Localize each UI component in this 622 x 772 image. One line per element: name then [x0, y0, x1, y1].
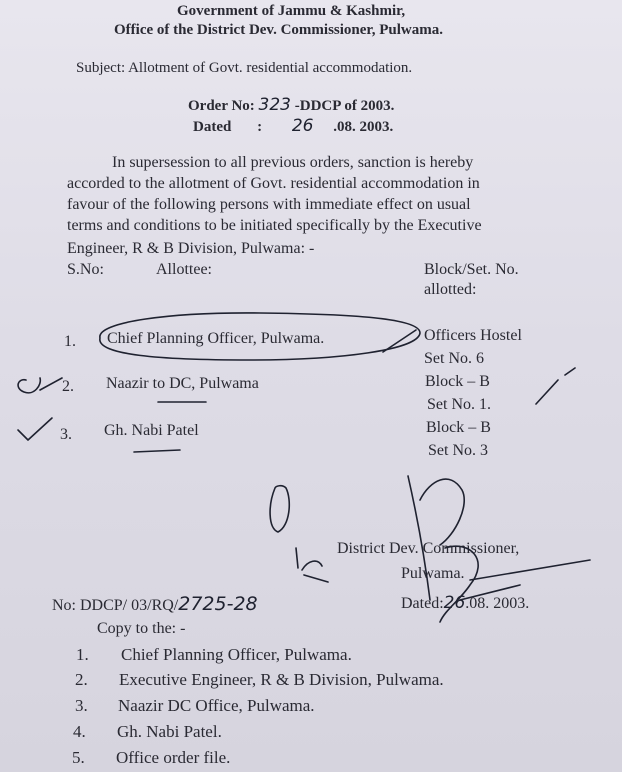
signatory-title: District Dev. Commissioner,: [337, 540, 520, 557]
tick-mark-set6: [536, 368, 575, 404]
copy-item-5-number: 5.: [72, 748, 85, 767]
body-line-1: In supersession to all previous orders, sanction is hereby: [112, 154, 474, 171]
circle-mark: [100, 313, 420, 360]
order-dated-colon: :: [257, 119, 263, 135]
reference-date-rest: .08. 2003.: [465, 595, 530, 612]
commissioner-signature: [408, 476, 590, 622]
order-suffix: -DDCP of 2003.: [294, 98, 395, 114]
reference-date-label: Dated:: [401, 595, 444, 612]
row1-set: Set No. 6: [424, 350, 484, 367]
header-block-line1: Block/Set. No.: [424, 261, 519, 278]
copy-intro: Copy to the: -: [97, 620, 186, 637]
reference-date-day: 26: [443, 593, 466, 613]
copy-item-4-number: 4.: [73, 722, 86, 741]
row1-allottee: Chief Planning Officer, Pulwama.: [107, 330, 325, 347]
copy-item-3-text: Naazir DC Office, Pulwama.: [118, 696, 315, 715]
copy-item-5-text: Office order file.: [116, 748, 231, 767]
header-block-line2: allotted:: [424, 281, 477, 298]
body-line-5: Engineer, R & B Division, Pulwama: -: [67, 240, 315, 257]
row3-set: Set No. 3: [428, 442, 488, 459]
copy-item-2-number: 2.: [75, 670, 88, 689]
header-office: Office of the District Dev. Commissioner, Pulwama.: [114, 22, 443, 38]
header-allottee: Allottee:: [156, 261, 212, 278]
header-government: Government of Jammu & Kashmir,: [177, 3, 406, 19]
body-line-2: accorded to the allotment of Govt. residential accommodation in: [67, 175, 480, 192]
subject-line: Subject: Allotment of Govt. residential accommodation.: [76, 60, 413, 76]
underline-patel: [134, 450, 180, 452]
initials-signature: [270, 486, 328, 582]
row3-block: Block – B: [426, 419, 491, 436]
order-number-handwritten: 323: [258, 95, 291, 115]
copy-item-1-number: 1.: [76, 645, 89, 664]
copy-item-1-text: Chief Planning Officer, Pulwama.: [121, 645, 352, 664]
header-sno: S.No:: [67, 261, 104, 278]
row2-block: Block – B: [425, 373, 490, 390]
order-dated-day: 26: [291, 116, 314, 136]
row2-sno: 2.: [62, 378, 74, 395]
body-line-4: terms and conditions to be initiated specifically by the Executive: [67, 217, 482, 234]
copy-item-2-text: Executive Engineer, R & B Division, Pulwama.: [119, 670, 444, 689]
slash-mark-row1: [383, 330, 416, 352]
copy-item-4-text: Gh. Nabi Patel.: [117, 722, 222, 741]
signatory-place: Pulwama.: [401, 565, 465, 582]
reference-prefix: No: DDCP/ 03/RQ/: [52, 597, 179, 614]
row1-sno: 1.: [64, 333, 76, 350]
copy-item-3-number: 3.: [75, 696, 88, 715]
row3-allottee: Gh. Nabi Patel: [104, 422, 199, 439]
reference-handwritten: 2725-28: [178, 593, 258, 615]
body-line-3: favour of the following persons with immediate effect on usual: [67, 196, 471, 213]
row1-block: Officers Hostel: [424, 327, 522, 344]
check-mark-row2: [18, 378, 62, 393]
order-dated-rest: .08. 2003.: [333, 119, 394, 135]
row2-allottee: Naazir to DC, Pulwama: [106, 375, 259, 392]
order-dated-label: Dated: [193, 119, 232, 135]
row2-set: Set No. 1.: [427, 396, 491, 413]
row3-sno: 3.: [60, 426, 72, 443]
check-mark-row3: [18, 418, 52, 440]
order-prefix: Order No:: [188, 98, 255, 114]
